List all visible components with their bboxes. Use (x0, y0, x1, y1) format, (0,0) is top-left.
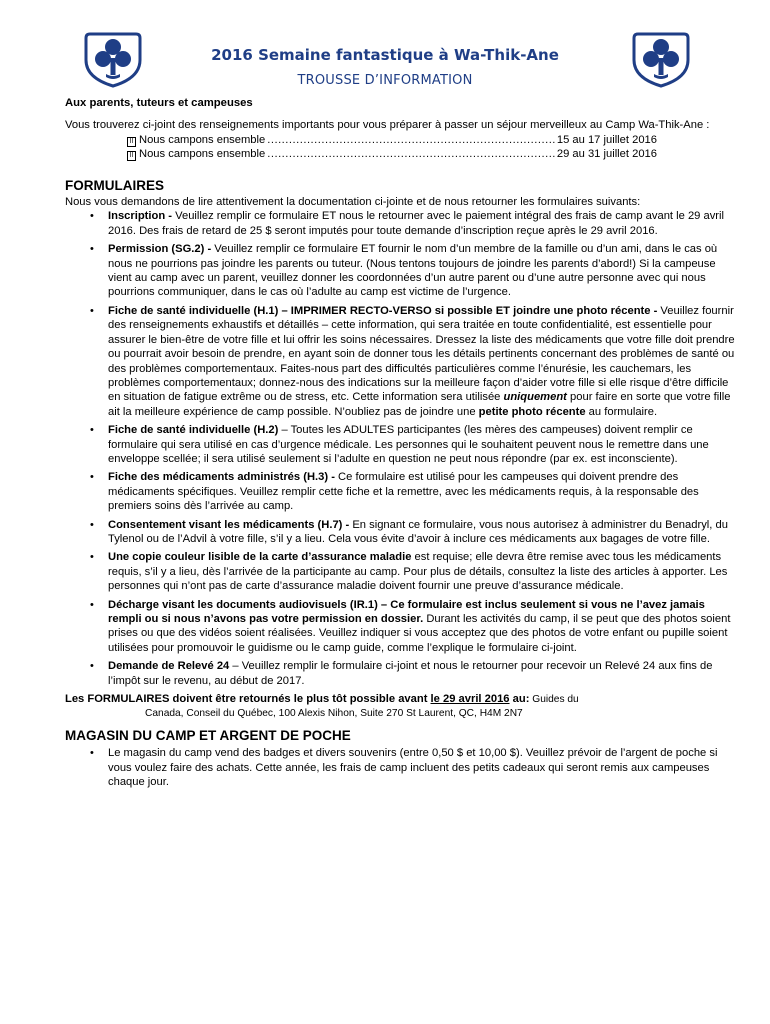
deadline-lead: Les FORMULAIRES doivent être retournés le plus tôt possible avant (65, 693, 431, 706)
list-item (65, 550, 735, 593)
deadline-note (65, 692, 735, 722)
deadline-date: le 29 avril 2016 (430, 693, 510, 706)
item-text: Le magasin du camp vend des badges et divers souvenirs (entre 0,50 $ et 10,00 $). Veuillez prévoir de l’argent de poche si vous voulez faire des achats. Cette année, les frais de camp incluent des petits cadeaux qui seront remis aux campeuses chaque jour. (108, 747, 718, 789)
session-line (127, 133, 657, 147)
item-title: Inscription - (108, 210, 173, 223)
forms-heading: FORMULAIRES (65, 177, 164, 193)
item-text: – Veuillez remplir le formulaire ci-joint et nous le retourner pour recevoir un Relevé 24 aux fins de l’impôt sur le revenu, au début de 2017. (108, 660, 713, 687)
forms-intro: Nous vous demandons de lire attentivement la documentation ci-jointe et de nous retourner les formulaires suivants: (65, 196, 641, 209)
dot-leader (267, 147, 555, 161)
list-item (65, 659, 735, 688)
item-text: au formulaire. (585, 405, 658, 418)
item-bold: petite photo récente (478, 405, 586, 418)
item-text: – Toutes les ADULTES participantes (les mères des campeuses) doivent remplir ce formulaire qui sera utilisé en cas d’urgence médicale. Les personnes qui le souhaitent peuvent nous le remettre dans une enveloppe scellée; il sera utilisé seulement si l’adulte en question ne peut nous répondre (par ex. est inconsciente). (108, 424, 709, 465)
item-text: est requise; elle devra être remise avec tous les médicaments requis, s’il y a lieu, dès l’arrivée de la participante au camp. Pour plus de détails, consultez la liste des articles à apporter. Les personnes qui n’ont pas de carte d’assurance maladie doivent fournir une preuve d’assurance médicale. (108, 551, 728, 593)
item-text: Durant les activités du camp, il se peut que des photos soient prises ou que des vidéos soient réalisées. Veuillez indiquer si vous acceptez que des photos de votre enfant ou pupille soient utilisées pour promouvoir le guidisme ou le camp guide, comme l’explique le formulaire ci-joint. (108, 613, 731, 654)
session-dates: 15 au 17 juillet 2016 (556, 133, 657, 146)
checkbox-icon: ǀǀ (127, 137, 136, 147)
list-item (65, 598, 735, 656)
item-title: Fiche de santé individuelle (H.1) – IMPRIMER RECTO-VERSO si possible ET joindre une photo récente - (108, 304, 658, 317)
deadline-address: Guides du (529, 694, 579, 706)
list-item (65, 209, 735, 238)
item-title: Une copie couleur lisible de la carte d’assurance maladie (108, 551, 412, 564)
store-list (65, 746, 735, 789)
list-item (65, 304, 735, 419)
list-item (65, 518, 735, 547)
checkbox-icon: ǀǀ (127, 151, 136, 161)
list-item (65, 746, 735, 789)
item-text: Veuillez remplir ce formulaire ET fournir le nom d’un membre de la famille ou d’un ami, dans le cas où nous ne pourrions pas joindre les parents ou tuteur. (Nous tentons toujours de joindre les parents d’abord!) Si la campeuse vient au camp avec un parent, veuillez donner les coordonnées d’un autre parent ou d’une autre personne avec qui nous pourrions communiquer, dans le cas où l’adulte au camp est victime de l’urgence. (108, 243, 718, 299)
session-dates: 29 au 31 juillet 2016 (556, 148, 657, 161)
item-text: Veuillez remplir ce formulaire ET nous le retourner avec le paiement intégral des frais de camp avant le 29 avril 2016. Des frais de retard de 25 $ seront imputés pour toute demande d’inscription reçue après le 29 avril 2016. (108, 210, 725, 237)
dot-leader (267, 133, 555, 147)
deadline-after: au: (509, 693, 530, 706)
session-line (127, 147, 657, 161)
list-item (65, 242, 735, 300)
deadline-address-line2: Canada, Conseil du Québec, 100 Alexis Nihon, Suite 270 St Laurent, QC, H4M 2N7 (145, 708, 523, 720)
item-text: Ce formulaire est utilisé pour les campeuses qui doivent prendre des médicaments spécifiques. Veuillez remplir cette fiche et la remettre, avec les médicaments requis, à la responsable des premiers soins dès l’arrivée au camp. (108, 471, 699, 513)
item-title: Fiche de santé individuelle (H.2) (108, 424, 279, 437)
item-title: Consentement visant les médicaments (H.7) - (108, 518, 350, 531)
intro-text: Vous trouverez ci-joint des renseignements importants pour vous préparer à passer un séjour merveilleux au Camp Wa-Thik-Ane : (65, 119, 710, 132)
item-title: Fiche des médicaments administrés (H.3) - (108, 471, 335, 484)
page-subtitle: TROUSSE D’INFORMATION (297, 73, 473, 88)
session-list (65, 133, 735, 162)
item-title: Permission (SG.2) - (108, 243, 212, 256)
page-title: 2016 Semaine fantastique à Wa-Thik-Ane (211, 46, 559, 64)
item-text: pour faire en sorte que votre fille ait la meilleure expérience de camp possible. N’oubliez pas de joindre une (108, 391, 731, 418)
forms-list (65, 209, 735, 688)
store-heading: MAGASIN DU CAMP ET ARGENT DE POCHE (65, 727, 351, 743)
session-label: Nous campons ensemble (139, 148, 266, 161)
list-item (65, 423, 735, 466)
list-item (65, 470, 735, 513)
intro-heading: Aux parents, tuteurs et campeuses (65, 97, 253, 109)
item-title: Demande de Relevé 24 (108, 660, 230, 673)
item-emphasis: uniquement (503, 391, 567, 404)
item-text: Veuillez fournir des renseignements exhaustifs et détaillés – cette information, qui sera traitée en toute confidentialité, est essentielle pour assurer le bien-être de votre fille et lui offrir les soins nécessaires. Dressez la liste des médicaments que votre fille doit prendre ou pourrait avoir besoin de prendre, en ayant soin de donner tous les détails pertinents concernant des problèmes de santé ou des problèmes comportementaux. Faites-nous part des difficultés particulières comme l’énurésie, les cauchemars, les problèmes comportementaux; donnez-nous des indications sur la meilleure façon d’aider votre fille si elle risque d’être difficile en situation de fatigue extrême ou de stress, etc. Cette information sera utilisée (108, 304, 735, 404)
session-label: Nous campons ensemble (139, 133, 266, 146)
item-title: Décharge visant les documents audiovisuels (IR.1) – Ce formulaire est inclus seulement si vous ne l’avez jamais rempli ou si nous n’avons pas votre permission en dossier. (108, 598, 705, 625)
document-body (65, 96, 735, 793)
item-text: En signant ce formulaire, vous nous autorisez à administrer du Benadryl, du Tylenol ou de l’Advil à votre fille, s’il y a lieu. Cela vous évite d’avoir à inclure ces médicaments aux bagages de votre fille. (108, 518, 728, 545)
